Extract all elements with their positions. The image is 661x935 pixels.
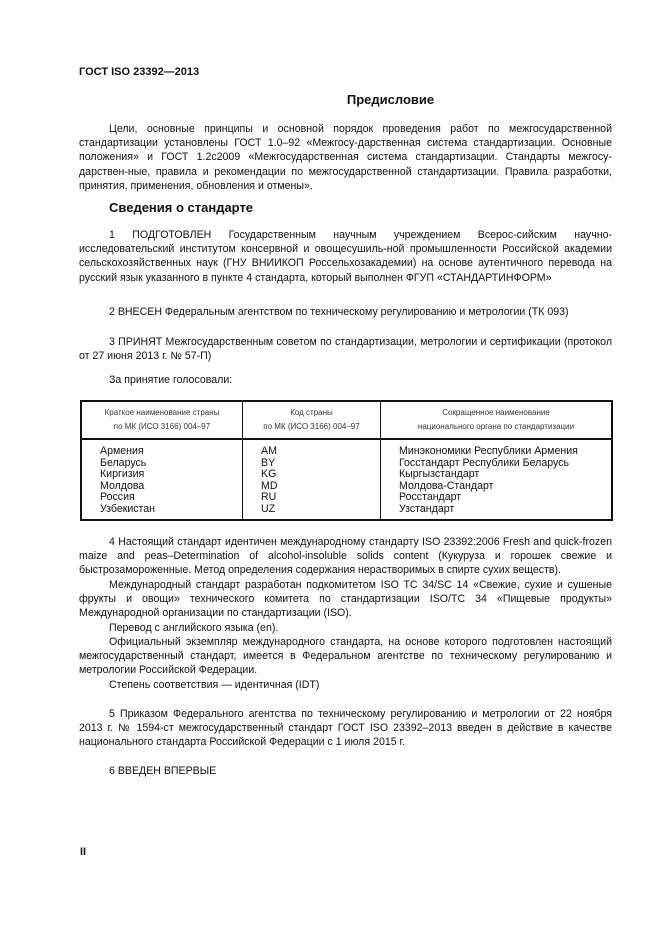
national-body: Росстандарт bbox=[399, 491, 462, 503]
country-codes-cell bbox=[243, 439, 381, 520]
country-name: Армения bbox=[100, 445, 144, 457]
national-body: Госстандарт Республики Беларусь bbox=[399, 456, 569, 469]
header-national-body: Сокращенное наименование национального органа по стандартизации bbox=[381, 401, 613, 439]
item-4-conformity bbox=[79, 678, 612, 692]
country-code: BY bbox=[261, 456, 276, 469]
country-name: Киргизия bbox=[100, 468, 145, 480]
national-body: Узстандарт bbox=[399, 502, 455, 515]
table-row bbox=[81, 439, 612, 520]
preface-text: Цели, основные принципы и основной порядок проведения работ по межгосударственной стандартизации установлены ГОСТ 1.0–92 «Межгосу-дарственная система стандартизации. Основные положения» и ГОСТ 1.2с2009 «Межгосударственная система стандартизации. Стандарты межгосу-дарствен-ные, правила и рекомендации по межгосударственной стандартизации. Правила разработки, принятия, применения, обновления и отмены». bbox=[79, 123, 612, 192]
voted-label bbox=[79, 373, 612, 387]
country-name: Узбекистан bbox=[100, 502, 156, 515]
item-4-official-copy-text: Официальный экземпляр международного стандарта, на основе которого подготовлен настоящий межгосударственный стандарт, имеется в Федеральном агентстве по техническому регулированию и метрологии Российской Федерации. bbox=[79, 636, 612, 677]
voted-label-text: За принятие голосовали: bbox=[109, 374, 233, 386]
info-item-3 bbox=[79, 335, 612, 363]
national-body: Кыргызстандарт bbox=[399, 468, 480, 480]
header-country-name: Краткое наименование страны по МК (ИСО 3166) 004–97 bbox=[81, 401, 243, 439]
country-code: UZ bbox=[261, 502, 276, 515]
national-bodies-cell bbox=[381, 439, 613, 520]
country-code: AM bbox=[261, 445, 277, 457]
national-body: Минэкономики Республики Армения bbox=[399, 445, 578, 457]
item-5-paragraph bbox=[79, 707, 612, 750]
item-6-paragraph bbox=[79, 764, 612, 778]
item-5-text: 5 Приказом Федерального агентства по техническому регулированию и метрологии от 22 ноября 2013 г. № 1594-ст межгосударственный стандарт ГОСТ ISO 23392–2013 введен в действие в качестве национального стандарта Российской Федерации с 1 июля 2015 г. bbox=[79, 708, 612, 749]
country-code: KG bbox=[261, 468, 277, 480]
info-item-3-text: 3 ПРИНЯТ Межгосударственным советом по стандартизации, метрологии и сертификации (протокол от 27 июня 2013 г. № 57-П) bbox=[79, 336, 612, 363]
preface-paragraph bbox=[79, 122, 612, 193]
document-code: ГОСТ ISO 23392—2013 bbox=[79, 66, 200, 78]
page-number: II bbox=[80, 846, 87, 858]
header-country-code: Код страны по МК (ИСО 3166) 004–97 bbox=[243, 401, 381, 439]
table-header-row bbox=[81, 401, 612, 439]
voting-table bbox=[80, 400, 613, 521]
item-6-text: 6 ВВЕДЕН ВПЕРВЫЕ bbox=[109, 765, 217, 777]
item-4-official-copy bbox=[79, 635, 612, 678]
info-item-1-text: 1 ПОДГОТОВЛЕН Государственным научным учреждением Всерос-сийским научно-исследовательский институтом консервной и овощесушиль-ной промышленности Российской академии сельскохозяйственных наук (ГНУ ВНИИКОП Россельхозакадемии) на основе аутентичного перевода на русский язык указанного в пункте 4 стандарта, который выполнен ФГУП «СТАНДАРТИНФОРМ» bbox=[79, 229, 612, 284]
country-name: Молдова bbox=[100, 479, 145, 492]
standard-info-heading: Сведения о стандарте bbox=[109, 200, 254, 215]
info-item-1 bbox=[79, 228, 612, 285]
item-4-committee bbox=[79, 578, 612, 621]
item-4-translation bbox=[79, 621, 612, 635]
country-code: RU bbox=[261, 491, 277, 503]
preface-title: Предисловие bbox=[346, 92, 435, 107]
country-names-cell bbox=[81, 439, 243, 520]
national-body: Молдова-Стандарт bbox=[399, 479, 494, 492]
item-4-paragraph bbox=[79, 535, 612, 578]
country-name: Беларусь bbox=[100, 456, 147, 469]
info-item-2 bbox=[79, 305, 612, 319]
info-item-2-text: 2 ВНЕСЕН Федеральным агентством по техническому регулированию и метрологии (ТК 093) bbox=[109, 306, 569, 318]
item-4-committee-text: Международный стандарт разработан подкомитетом ISO TC 34/SC 14 «Свежие, сухие и сушеные фрукты и овощи» технического комитета по стандартизации ISO/TC 34 «Пищевые продукты» Международной организации по стандартизации (ISO). bbox=[79, 579, 612, 620]
item-4-translation-text: Перевод с английского языка (en). bbox=[109, 622, 279, 634]
item-4-text: 4 Настоящий стандарт идентичен международному стандарту ISO 23392:2006 Fresh and quick-frozen maize and peas–Determination of alcohol-insoluble solids content (Кукуруза и горошек свежие и быстрозамороженные. Метод определения содержания нерастворимых в спирте сухих веществ). bbox=[79, 536, 612, 577]
item-4-conformity-text: Степень соответствия — идентичная (IDT) bbox=[109, 679, 320, 691]
country-code: MD bbox=[261, 479, 278, 492]
country-name: Россия bbox=[100, 491, 135, 503]
